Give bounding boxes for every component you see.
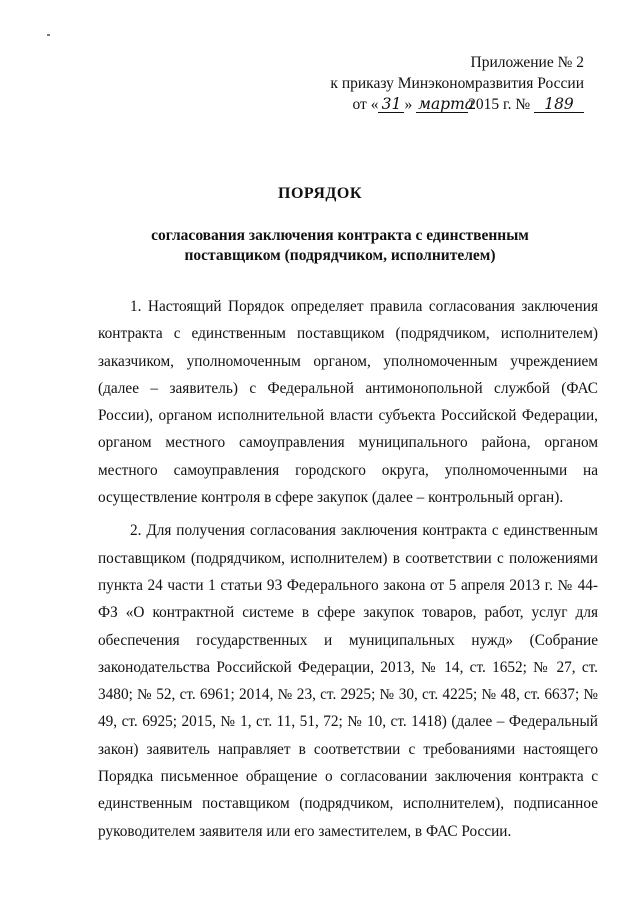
appendix-number: Приложение № 2 [470,54,584,71]
document-title: ПОРЯДОК [278,185,362,202]
handwritten-day: 31 [378,96,404,113]
appendix-header [314,52,584,115]
date-prefix: от « [352,96,379,113]
date-quote-close: » [404,96,413,113]
handwritten-order-number: 189 [534,96,584,113]
handwritten-month: марта [418,95,475,113]
document-body [98,293,598,851]
scan-speck [47,34,50,36]
paragraph-2: 2. Для получения согласования заключения контракта с единственным поставщиком (подрядчиком, исполнителем) в соответствии с положениями пункта 24 части 1 статьи 93 Федерального закона от 5 апреля 2013 г. № 44-ФЗ «О контрактной системе в сфере закупок товаров, работ, услуг для обеспечения государственных и муниципальных нужд» (Собрание законодательства Российской Федерации, 2013, № 14, ст. 1652; № 27, ст. 3480; № 52, ст. 6961; 2014, № 23, ст. 2925; № 30, ст. 4225; № 48, ст. 6637; № 49, ст. 6925; 2015, № 1, ст. 11, 51, 72; № 10, ст. 1418) (далее – Федеральный закон) заявитель направляет в соответствии с требованиями настоящего Порядка письменное обращение о согласовании заключения контракта с единственным поставщиком (подрядчиком, исполнителем), подписанное руководителем заявителя или его заместителем, в ФАС России. [98,522,598,840]
document-subtitle: согласования заключения контракта с единственным поставщиком (подрядчиком, исполнителем) [151,227,529,264]
date-year: 2015 г. № [468,96,531,113]
paragraph-1: 1. Настоящий Порядок определяет правила согласования заключения контракта с единственным поставщиком (подрядчиком, исполнителем) заказчиком, уполномоченным органом, уполномоченным учреждением (далее – заявитель) с Федеральной антимонопольной службой (ФАС России), органом исполнительной власти субъекта Российской Федерации, органом местного самоуправления муниципального района, органом местного самоуправления городского округа, уполномоченными на осуществление контроля в сфере закупок (далее – контрольный орган). [98,298,598,507]
appendix-date-line [314,94,584,115]
appendix-order-ref: к приказу Минэкономразвития России [330,75,584,92]
